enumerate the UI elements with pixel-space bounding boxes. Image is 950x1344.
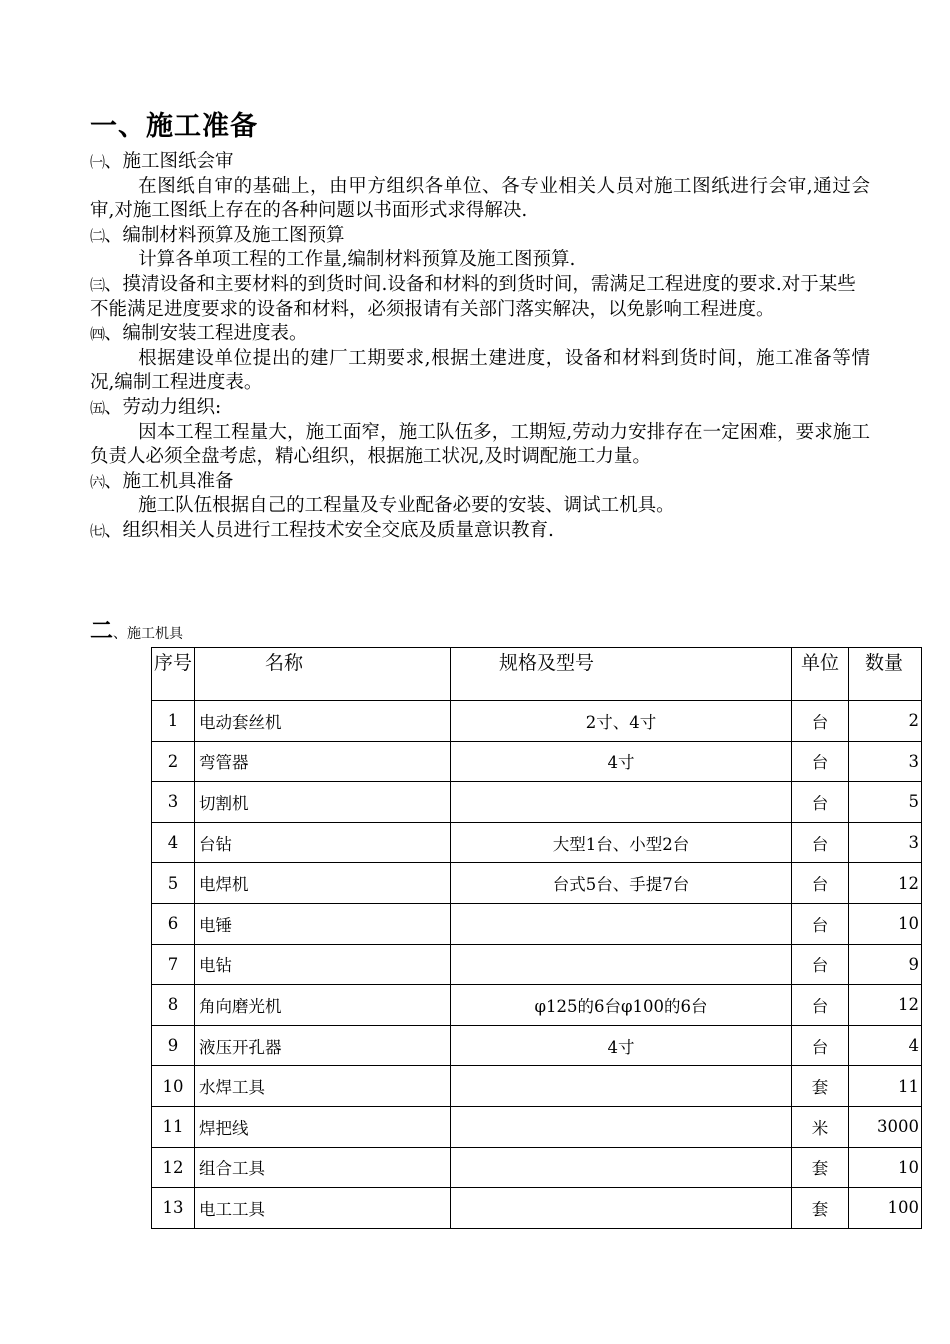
header-quantity: 数量 [849,648,922,701]
item-2 [90,224,870,273]
cell-unit: 台 [792,822,849,863]
section-2-number: 二 [90,618,113,644]
cell-quantity: 11 [849,1066,922,1107]
table-row [152,782,922,823]
item-1 [90,150,870,224]
cell-index: 12 [152,1147,195,1188]
cell-unit: 台 [792,1025,849,1066]
cell-quantity: 100 [849,1188,922,1229]
item-number: ㈠ [90,153,105,171]
cell-unit: 套 [792,1188,849,1229]
cell-unit: 套 [792,1066,849,1107]
cell-spec: 4寸 [451,1025,792,1066]
tools-table [151,647,922,1229]
cell-name: 焊把线 [195,1106,451,1147]
cell-spec: φ125的6台φ100的6台 [451,985,792,1026]
table-row [152,741,922,782]
table-row [152,985,922,1026]
item-4 [90,322,870,396]
table-body [152,701,922,1229]
cell-index: 4 [152,822,195,863]
item-heading: 、施工图纸会审 [104,151,234,172]
cell-unit: 台 [792,944,849,985]
item-3 [90,273,870,322]
cell-spec [451,903,792,944]
item-number: ㈥ [90,472,105,491]
cell-unit: 米 [792,1106,849,1147]
cell-spec [451,1066,792,1107]
cell-quantity: 2 [849,701,922,742]
cell-quantity: 3000 [849,1106,922,1147]
cell-spec: 2寸、4寸 [451,701,792,742]
table-row [152,1066,922,1107]
cell-index: 5 [152,863,195,904]
cell-name: 角向磨光机 [195,985,451,1026]
cell-name: 切割机 [195,782,451,823]
cell-spec [451,944,792,985]
cell-name: 电动套丝机 [195,701,451,742]
cell-index: 3 [152,782,195,823]
item-heading: 、施工机具准备 [104,470,234,492]
cell-name: 电焊机 [195,863,451,904]
cell-spec [451,1147,792,1188]
cell-spec: 大型1台、小型2台 [451,822,792,863]
cell-name: 液压开孔器 [195,1025,451,1066]
cell-quantity: 5 [849,782,922,823]
item-number: ㈡ [90,226,105,245]
cell-quantity: 3 [849,822,922,863]
item-heading: 、摸清设备和主要材料的到货时间.设备和材料的到货时间，需满足工程进度的要求.对于某些不能满足进度要求的设备和材料，必须报请有关部门落实解决，以免影响工程进度。 [90,273,856,320]
item-number: ㈣ [90,325,105,344]
cell-quantity: 9 [849,944,922,985]
table-row [152,1106,922,1147]
cell-quantity: 3 [849,741,922,782]
table-row [152,863,922,904]
cell-spec [451,782,792,823]
table-header-row [152,648,922,701]
cell-name: 水焊工具 [195,1066,451,1107]
cell-quantity: 12 [849,863,922,904]
item-paragraph: 施工队伍根据自己的工程量及专业配备必要的安装、调试工机具。 [138,495,675,517]
section-1-title: 一、施工准备 [90,111,258,142]
cell-index: 13 [152,1188,195,1229]
section-2-title [90,612,183,645]
table-row [152,1188,922,1229]
item-number: ㈦ [90,521,105,540]
item-6 [90,470,870,519]
cell-index: 7 [152,944,195,985]
cell-name: 电工工具 [195,1188,451,1229]
cell-quantity: 10 [849,903,922,944]
table-row [152,1147,922,1188]
cell-name: 电锤 [195,903,451,944]
section-1-body [90,150,870,544]
cell-unit: 台 [792,782,849,823]
header-unit: 单位 [792,648,849,701]
item-5 [90,396,870,470]
cell-unit: 套 [792,1147,849,1188]
item-number: ㈤ [90,398,105,417]
cell-spec [451,1188,792,1229]
header-name: 名称 [195,648,451,701]
table-row [152,944,922,985]
table-row [152,701,922,742]
table-row [152,822,922,863]
table-row [152,903,922,944]
cell-spec: 台式5台、手提7台 [451,863,792,904]
cell-index: 10 [152,1066,195,1107]
section-2-label: 、施工机具 [113,626,183,642]
header-index: 序号 [152,648,195,701]
cell-quantity: 12 [849,985,922,1026]
cell-index: 8 [152,985,195,1026]
item-heading: 、编制安装工程进度表。 [104,323,308,345]
cell-spec [451,1106,792,1147]
cell-quantity: 4 [849,1025,922,1066]
cell-unit: 台 [792,903,849,944]
cell-index: 6 [152,903,195,944]
cell-unit: 台 [792,741,849,782]
cell-name: 电钻 [195,944,451,985]
item-paragraph: 计算各单项工程的工作量,编制材料预算及施工图预算. [138,249,576,271]
cell-index: 11 [152,1106,195,1147]
item-heading: 、劳动力组织: [104,396,222,418]
cell-unit: 台 [792,985,849,1026]
cell-spec: 4寸 [451,741,792,782]
item-heading: 、组织相关人员进行工程技术安全交底及质量意识教育. [104,519,554,541]
header-spec: 规格及型号 [451,648,792,701]
item-heading: 、编制材料预算及施工图预算 [104,224,345,246]
cell-index: 9 [152,1025,195,1066]
cell-name: 台钻 [195,822,451,863]
cell-unit: 台 [792,701,849,742]
cell-name: 组合工具 [195,1147,451,1188]
cell-name: 弯管器 [195,741,451,782]
cell-index: 2 [152,741,195,782]
cell-index: 1 [152,701,195,742]
item-7 [90,519,870,544]
cell-unit: 台 [792,863,849,904]
cell-quantity: 10 [849,1147,922,1188]
item-paragraph: 在图纸自审的基础上，由甲方组织各单位、各专业相关人员对施工图纸进行会审,通过会审,对施工图纸上存在的各种问题以书面形式求得解决. [90,175,870,222]
table-row [152,1025,922,1066]
item-paragraph: 因本工程工程量大，施工面窄，施工队伍多，工期短,劳动力安排存在一定困难，要求施工负责人必须全盘考虑，精心组织，根据施工状况,及时调配施工力量。 [90,421,870,468]
item-number: ㈢ [90,275,105,294]
item-paragraph: 根据建设单位提出的建厂工期要求,根据土建进度，设备和材料到货时间，施工准备等情况,编制工程进度表。 [90,347,870,394]
